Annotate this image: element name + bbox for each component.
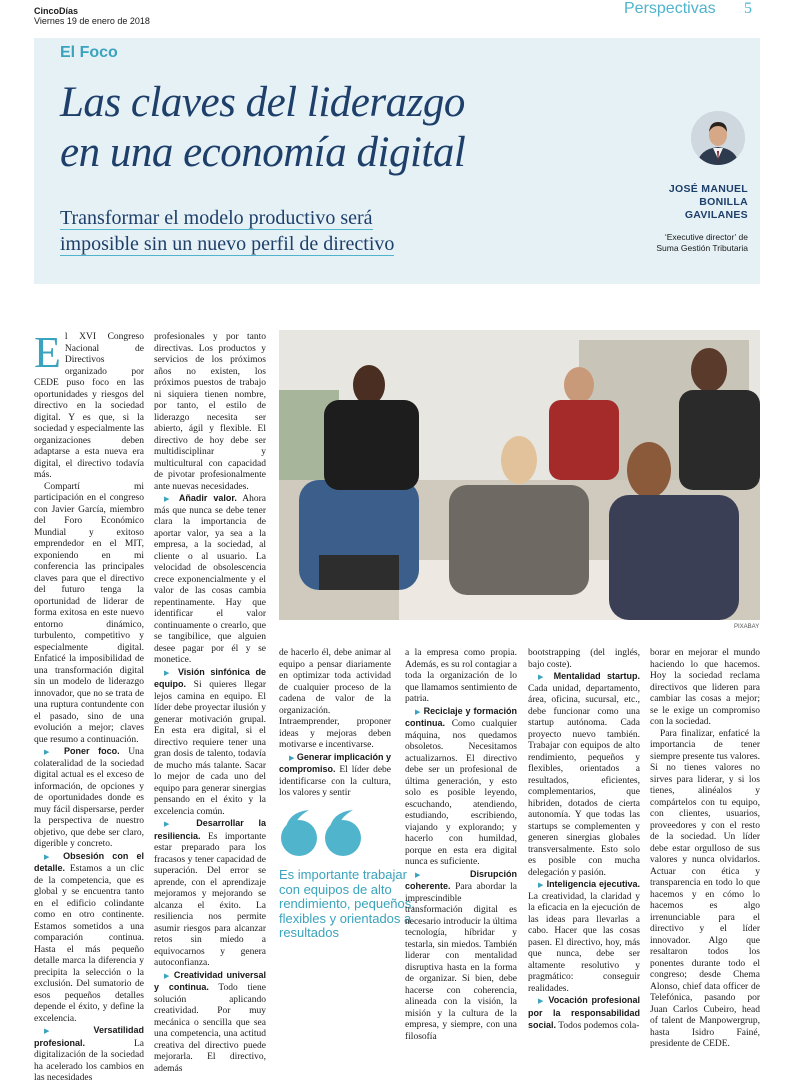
col5-p1: bootstrapping (del inglés, bajo coste). (528, 648, 640, 670)
bullet-arrow-icon: ▶ (538, 673, 548, 681)
column-3 (279, 648, 391, 800)
bullet-arrow-icon: ▶ (44, 852, 56, 861)
subhead-line-2: imposible sin un nuevo perfil de directivo (60, 233, 395, 255)
author-name (624, 183, 748, 222)
col6-p2: Para finalizar, enfaticé la importancia de tener siempre presente tus valores. Si no tienes valores no sirves para liderar, y si los tienes, alinéalos y compártelos con tu equipo, con clientes, usuarios, proveedores y con el resto de la sociedad. Un líder debe estar orgulloso de sus valores y nunca olvidarlos. Actuar con ética y transparencia en todo lo que hacemos y en cómo lo hacemos es algo irrenunciable para el directivo y el líder innovador. Algo que resaltaron todos los ponentes durante todo el congreso; desde Chema Alonso, chief data officer de Telefónica, pasando por Juan Carlos Cubeiro, head of talent de Manpowergrup, hasta Isidro Fainé, presidente de CEDE. (650, 728, 760, 1049)
col5-p2: Cada unidad, departamento, área, oficina, sucursal, etc., debe funcionar como una startup autónoma. Cada proyecto nuevo también. Trabajar con equipos de alto rendimiento, pequeños y flexibles, orientados a resultados, eficientes, complementarios, que hibriden, dotados de cierta autonomía. Y que todas las startups se complementen y generen sinergias globales transversalmente. Esto solo es posible con mucha delegación y pasión. (528, 683, 640, 878)
col3-p1: de hacerlo él, debe animar al equipo a pensar diariamente en optimizar toda actividad de cualquier proceso de la cadena de valor de la organización. Intraemprender, proponer ideas y mejoras deben motivarse e incentivarse. (279, 648, 391, 750)
column-1 (34, 328, 145, 1085)
col2-h5: Creatividad universal y continua. (154, 969, 266, 992)
kicker: El Foco (60, 44, 118, 61)
quote-marks-icon (279, 808, 369, 869)
subheadline (60, 205, 520, 257)
author-name-line-3: GAVILANES (684, 209, 748, 221)
column-4 (405, 648, 517, 1043)
col2-p5: Todo tiene solución aplicando creatividad. Por muy mecánica o sencilla que sea una competencia, una actitud creativa del directivo puede mejorarla. El directivo, además (154, 983, 266, 1074)
drop-cap: E (34, 328, 61, 377)
col5-h2: Mentalidad startup. (553, 671, 640, 681)
bullet-arrow-icon: ▶ (538, 997, 545, 1005)
bullet-arrow-icon: ▶ (44, 748, 56, 756)
issue-date: Viernes 19 de enero de 2018 (34, 16, 150, 26)
col1-p2: Compartí mi participación en el congreso con Javier García, miembro del Foro Económico Mundial y exitoso emprendedor en el MIT, exponiendo en mi conferencia las principales claves para que el directivo del futuro tenga la oportunidad de liderar de forma exitosa en este nuevo entorno dinámico, turbulento, competitivo y especialmente digital. Enfaticé la imposibilidad de una transformación digital sin un modelo de liderazgo innovador, que no se trata de una ruptura contundente con el pasado, sino de una evolución a mejor; claves que resumo a continuación. (34, 481, 144, 745)
subhead-line-1: Transformar el modelo productivo será (60, 207, 373, 229)
bullet-arrow-icon: ▶ (164, 971, 171, 980)
pull-quote: Es importante trabajar con equipos de alto rendimiento, pequeños, flexibles y orientados a resultados (279, 867, 415, 940)
author-role-line-1: ‘Executive director’ de (664, 232, 748, 242)
bullet-arrow-icon: ▶ (164, 495, 173, 503)
column-5 (528, 648, 640, 1033)
col4-p1: a la empresa como propia. Además, es su rol contagiar a toda la organización de lo que llamamos sentimiento de patria. (405, 648, 517, 704)
col2-p1: profesionales y por tanto directivas. Los productos y servicios de los próximos años no existen, los próximos puestos de trabajo ni siquiera tienen nombre, por tanto, el estilo de liderazgo necesita ser abierto, ágil y flexible. El directivo de hoy debe ser multidisciplinar y multicultural con capacidad de pivotar profesionalmente ante nuevas necesidades. (154, 332, 266, 492)
article-photo (279, 330, 760, 620)
col5-p4: Todos podemos cola- (558, 1021, 640, 1031)
col2-p2: Ahora más que nunca se debe tener clara la importancia de aportar valor, ya sea a la empresa, a la sociedad, al cliente o al usuario. La velocidad de obsolescencia crece exponencialmente y el valor de las cosas cambia repentinamente. Hay que identificar el valor continuamente o crearlo, que se tangibilice, que alguien desee pagar por él y se monetice. (154, 494, 266, 665)
col5-h4: Vocación profesional por la responsabilidad social. (528, 995, 641, 1030)
bullet-arrow-icon: ▶ (289, 753, 295, 762)
bullet-arrow-icon: ▶ (44, 1027, 71, 1035)
col2-h4: Desarrollar la resiliencia. (154, 818, 266, 841)
col5-h3: Inteligencia ejecutiva. (546, 879, 640, 889)
col6-p1: borar en mejorar el mundo haciendo lo que hacemos. Hoy la sociedad reclama directivos que lideren para cambiar las cosas a mejor; se le exige un compromiso con la sociedad. (650, 648, 760, 727)
author-portrait (691, 111, 745, 165)
bullet-arrow-icon: ▶ (415, 870, 444, 879)
col1-h3: Poner foco. (64, 746, 120, 756)
author-role (600, 232, 748, 254)
col4-p3: Para abordar la imprescindible transformación digital es necesario introducir la última tecnología, híbridar y testarla, sin miedos. También liderar con mentalidad disruptiva hasta en la forma de organizar. Si bien, debe hacerse con coherencia, alineada con la visión, la misión y la cultura de la empresa, y siempre, con una filosofía (405, 882, 517, 1042)
col1-p3: Una colateralidad de la sociedad digital actual es el exceso de información, de opciones y de oportunidades donde es muy fácil dispersarse, perder la perspectiva de nuestro objetivo, que debe ser claro, digerible y concreto. (34, 747, 145, 849)
col1-p1: l XVI Congreso Nacional de Directivos organizado por CEDE puso foco en las oportunidades y riesgos del directivo en la sociedad digital. Y es que, si la sociedad y especialmente las organizaciones deben adaptarse a esta nueva era digital, el directivo todavía más. (34, 332, 144, 480)
section-name: Perspectivas (624, 0, 716, 17)
publication-name: CincoDías (34, 6, 79, 16)
col4-p2: Como cualquier máquina, nos quedamos obsoletos. Necesitamos actualizarnos. El directivo debe ser un profesional de última generación, y esto solo es posible leyendo, escuchando, atendiendo, estudiando, escribiendo, viajando y explorando; y hacerlo con humildad, porque en esta era digital nunca es suficiente. (405, 719, 517, 867)
masthead (34, 6, 150, 26)
headline (60, 78, 620, 178)
col1-h5: Versatilidad profesional. (34, 1025, 145, 1048)
col2-h3: Visión sinfónica de equipo. (154, 666, 266, 689)
page-number: 5 (744, 0, 752, 17)
col3-h2: Generar implicación y compromiso. (279, 751, 391, 774)
col1-p5: La digitalización de la sociedad ha acelerado los cambios en las necesidades (34, 1038, 144, 1083)
author-name-line-2: BONILLA (699, 196, 748, 208)
author-name-line-1: JOSÉ MANUEL (668, 183, 748, 195)
col2-p3: Si quieres llegar lejos camina en equipo. El líder debe proyectar ilusión y generar motivación grupal. En esta era digital, si el directivo requiere tener una gran dosis de talento, todavía de mucho más talante. Sacar lo mejor de cada uno del equipo para generar sinergias pensando en el éxito y la excelencia común. (154, 680, 266, 817)
bullet-arrow-icon: ▶ (164, 820, 182, 828)
col3-p2: El líder debe identificarse con la cultura, los valores y sentir (279, 765, 391, 798)
column-2 (154, 332, 266, 1075)
bullet-arrow-icon: ▶ (415, 707, 421, 716)
col2-h2: Añadir valor. (178, 493, 237, 503)
column-6 (650, 648, 760, 1051)
headline-line-2: en una economía digital (60, 129, 466, 176)
col1-h4: Obsesión con el detalle. (34, 850, 144, 873)
col4-h2: Reciclaje y formación continua. (405, 705, 517, 728)
bullet-arrow-icon: ▶ (538, 881, 544, 889)
headline-line-1: Las claves del liderazgo (60, 79, 465, 126)
author-role-line-2: Suma Gestión Tributaria (656, 243, 748, 253)
col2-p4: Es importante estar preparado para los fracasos y tener capacidad de superación. Del error se aprende, con el aprendizaje mejoramos y mejorando se alcanza el éxito. La resiliencia nos permite asumir riesgos para alcanzar retos sin miedo a equivocarnos y genera autoconfianza. (154, 831, 266, 968)
photo-credit: PIXABAY (734, 624, 760, 630)
col4-h3: Disrupción coherente. (405, 868, 517, 891)
col5-p3: La creatividad, la claridad y la eficacia en la ejecución de las ideas para llevarlas a cabo. Hacer que las cosas pasen. El directivo, hoy, más que nunca, debe ser altamente resolutivo y pragmático: conseguir realidades. (528, 891, 640, 994)
bullet-arrow-icon: ▶ (164, 668, 173, 677)
col1-p4: Estamos a un clic de la competencia, que es global y se encuentra tanto en el edificio colindante como en otro continente. Estamos sometidos a una comparación continua. Hasta el más pequeño detalle marca la diferencia y precipita la selección o la exclusión. Del sumatorio de esos pequeños detalles depende el éxito, y define la excelencia. (34, 864, 144, 1024)
